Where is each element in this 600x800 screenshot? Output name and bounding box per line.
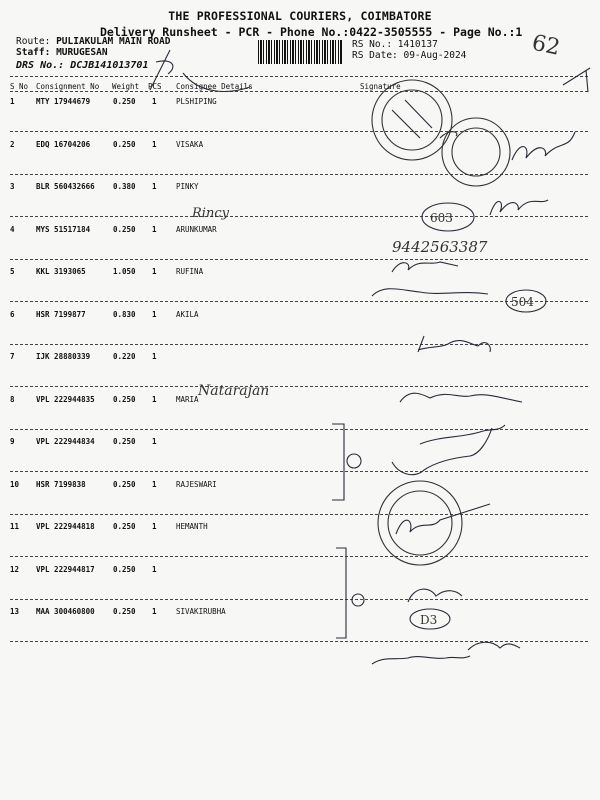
signature-4 (392, 262, 458, 272)
cell-weight: 0.220 (113, 352, 136, 361)
handwritten-phone: 9442563387 (392, 238, 488, 256)
cell-weight: 0.380 (113, 182, 136, 191)
cell-consignee: HEMANTH (176, 522, 208, 531)
cell-weight: 0.830 (113, 309, 136, 319)
signature-9 (392, 428, 492, 475)
cell-sno: 1 (10, 97, 15, 106)
cell-consignment: BLR 560432666 (36, 182, 95, 191)
cell-pcs: 1 (152, 394, 157, 404)
signature-12 (408, 589, 462, 602)
cell-consignment: VPL 222944818 (36, 522, 95, 531)
cell-consignee: PINKY (176, 182, 199, 191)
scribble (563, 68, 590, 92)
cell-sno: 3 (10, 182, 15, 191)
signature-5 (372, 289, 488, 296)
cell-consignment: HSR 7199838 (36, 479, 86, 489)
cell-pcs: 1 (152, 522, 157, 531)
signature-10 (396, 504, 490, 534)
staff-value: MURUGESAN (56, 47, 108, 58)
initials-circle (347, 454, 361, 468)
cell-consignment: EDQ 16704206 (36, 139, 91, 149)
cell-weight: 0.250 (113, 394, 136, 404)
cell-consignee: RUFINA (176, 267, 204, 276)
staff-label: Staff: (16, 47, 51, 58)
cell-weight: 0.250 (113, 97, 136, 106)
col-sno: S No (10, 82, 29, 91)
bracket (332, 424, 344, 500)
initials-circle (352, 594, 364, 606)
col-consignee: Consignee Details (176, 82, 253, 91)
rs-date: RS Date: 09-Aug-2024 (352, 50, 467, 61)
cell-consignment: VPL 222944835 (36, 394, 95, 404)
cell-consignee: MARIA (176, 394, 199, 404)
stamp-3 (378, 481, 462, 565)
cell-consignment: MAA 300460800 (36, 607, 95, 616)
cell-weight: 0.250 (113, 564, 136, 574)
cell-consignee: RAJESWARI (176, 479, 217, 489)
cell-sno: 6 (10, 309, 15, 319)
signature-8 (420, 425, 505, 444)
rs-number: RS No.: 1410137 (352, 39, 438, 50)
cell-sno: 5 (10, 267, 15, 276)
scribble (183, 73, 250, 91)
cell-sno: 8 (10, 394, 15, 404)
cell-consignment: VPL 222944834 (36, 437, 95, 446)
drs-value: DCJB141013701 (70, 60, 149, 71)
signature-6 (418, 336, 490, 352)
cell-weight: 0.250 (113, 607, 136, 616)
cell-weight: 0.250 (113, 224, 136, 234)
cell-consignment: VPL 222944817 (36, 564, 95, 574)
cell-weight: 1.050 (113, 267, 136, 276)
col-pcs: PCS (148, 82, 162, 91)
cell-weight: 0.250 (113, 437, 136, 446)
cell-consignee: AKILA (176, 309, 199, 319)
cell-consignee: ARUNKUMAR (176, 224, 217, 234)
signature-3 (490, 200, 548, 215)
cell-consignment: KKL 3193065 (36, 267, 86, 276)
route-label: Route: (16, 36, 51, 47)
handwritten-603: 603 (430, 211, 453, 225)
signature-13b (372, 656, 470, 664)
cell-consignment: MTY 17944679 (36, 97, 91, 106)
col-consignment: Consignment No (36, 82, 100, 91)
signature-2 (512, 132, 575, 160)
cell-sno: 12 (10, 564, 20, 574)
cell-sno: 7 (10, 352, 15, 361)
cell-pcs: 1 (152, 267, 157, 276)
cell-pcs: 1 (152, 224, 157, 234)
cell-pcs: 1 (152, 564, 157, 574)
cell-sno: 9 (10, 437, 15, 446)
cell-consignee: PLSHIPING (176, 97, 217, 106)
cell-consignee: SIVAKIRUBHA (176, 607, 226, 616)
cell-pcs: 1 (152, 607, 157, 616)
cell-consignment: HSR 7199877 (36, 309, 86, 319)
signature-7 (400, 393, 522, 402)
handwritten-d3: D3 (420, 613, 438, 627)
cell-pcs: 1 (152, 97, 157, 106)
cell-sno: 2 (10, 139, 15, 149)
signature-13 (468, 642, 520, 650)
drs-label: DRS No.: (16, 60, 65, 71)
cell-sno: 13 (10, 607, 20, 616)
stamp-1 (372, 80, 452, 160)
handwritten-nataraj: Natarajan (198, 383, 270, 399)
cell-pcs: 1 (152, 182, 157, 191)
cell-pcs: 1 (152, 437, 157, 446)
cell-consignment: IJK 28880339 (36, 352, 91, 361)
cell-weight: 0.250 (113, 139, 136, 149)
col-signature: Signature (360, 82, 401, 91)
cell-consignee: VISAKA (176, 139, 204, 149)
handwritten-pinky: Rincy (192, 206, 229, 221)
bracket (336, 548, 346, 638)
company-title: THE PROFESSIONAL COURIERS, COIMBATORE (168, 9, 432, 23)
cell-weight: 0.250 (113, 522, 136, 531)
cell-pcs: 1 (152, 352, 157, 361)
cell-pcs: 1 (152, 139, 157, 149)
handwritten-504: 504 (511, 295, 534, 309)
runsheet-title: Delivery Runsheet - PCR - Phone No.:0422-3505555 - Page No.:1 (100, 25, 523, 39)
col-weight: Weight (112, 82, 140, 91)
route-value: PULIAKULAM MAIN ROAD (56, 36, 171, 47)
cell-sno: 4 (10, 224, 15, 234)
cell-pcs: 1 (152, 309, 157, 319)
tick-mark (150, 50, 173, 90)
cell-sno: 11 (10, 522, 20, 531)
cell-weight: 0.250 (113, 479, 136, 489)
cell-consignment: MYS 51517184 (36, 224, 91, 234)
handwritten-62: 62 (529, 30, 563, 61)
cell-sno: 10 (10, 479, 20, 489)
cell-pcs: 1 (152, 479, 157, 489)
